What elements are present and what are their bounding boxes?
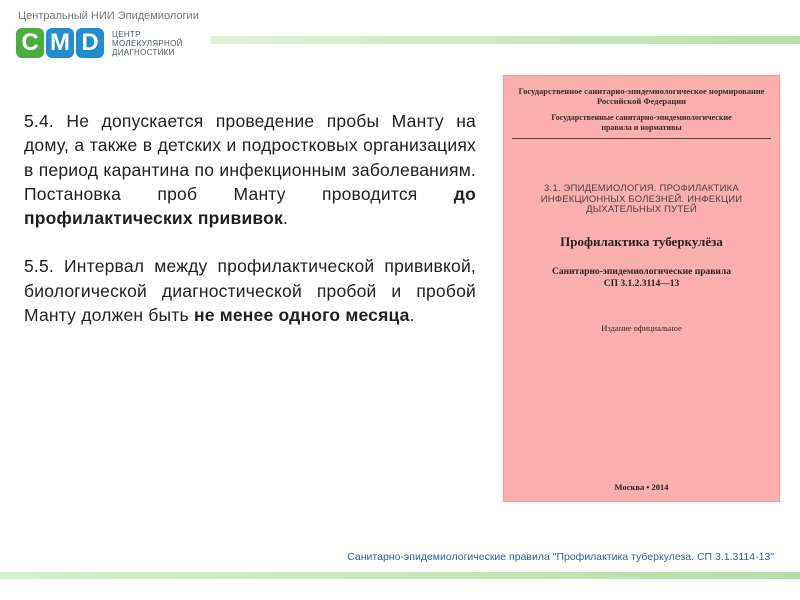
- document-org-header: [504, 86, 779, 106]
- logo-letter-m: M: [46, 28, 74, 58]
- logo-text: [112, 30, 183, 57]
- paragraph-5-4: [24, 109, 476, 230]
- header-divider-line: [210, 36, 800, 44]
- paragraph-5-5-emphasis: не менее одного месяца: [193, 305, 410, 326]
- document-org-subheader: [504, 113, 779, 133]
- document-org-line-3: Государственные санитарно-эпидемиологические: [551, 113, 732, 122]
- document-org-line-1: Государственное санитарно-эпидемиологическое нормирование: [518, 86, 765, 96]
- paragraph-5-5-end: .: [409, 305, 415, 326]
- document-org-line-2: Российской Федерации: [596, 96, 687, 106]
- document-cover-image: [503, 75, 780, 502]
- paragraph-5-5-text: 5.5. Интервал между профилактической прививкой, биологической диагностической пробой и пробой Манту должен быть: [24, 256, 476, 326]
- paragraph-5-4-text: 5.4. Не допускается проведение пробы Манту на дому, а также в детских и подростковых организациях в период карантина по инфекционным заболеваниям. Постановка проб Манту проводится: [24, 111, 476, 204]
- document-org-line-4: правила и нормативы: [601, 123, 682, 132]
- document-subtitle-line-2: СП 3.1.2.3114—13: [603, 279, 680, 289]
- document-section: 3.1. ЭПИДЕМИОЛОГИЯ. ПРОФИЛАКТИКА ИНФЕКЦИОННЫХ БОЛЕЗНЕЙ. ИНФЕКЦИИ ДЫХАТЕЛЬНЫХ ПУТЕЙ: [540, 183, 743, 215]
- document-edition: Издание официальное: [601, 323, 682, 333]
- footer-divider-line: [0, 572, 800, 579]
- logo-letter-d: D: [76, 28, 104, 58]
- logo-text-line-3: ДИАГНОСТИКИ: [112, 48, 175, 57]
- header-organization: Центральный НИИ Эпидемиологии: [18, 10, 199, 22]
- document-subtitle: [504, 266, 779, 290]
- footer-caption: Санитарно-эпидемиологические правила "Профилактика туберкулеза. СП 3.1.3114-13": [347, 551, 774, 563]
- logo-text-line-2: МОЛЕКУЛЯРНОЙ: [112, 39, 183, 48]
- paragraph-5-4-end: .: [282, 208, 289, 229]
- slide-body-text: [24, 109, 476, 327]
- document-footer: Москва • 2014: [614, 482, 669, 492]
- document-rule: [512, 138, 771, 139]
- paragraph-5-4-emphasis: до профилактических прививок: [24, 183, 476, 229]
- document-title: Профилактика туберкулёза: [560, 234, 723, 249]
- paragraph-5-5: [24, 254, 476, 327]
- logo-text-line-1: ЦЕНТР: [112, 30, 141, 39]
- document-subtitle-line-1: Санитарно-эпидемиологические правила: [552, 267, 731, 277]
- logo-letter-c: C: [16, 28, 44, 58]
